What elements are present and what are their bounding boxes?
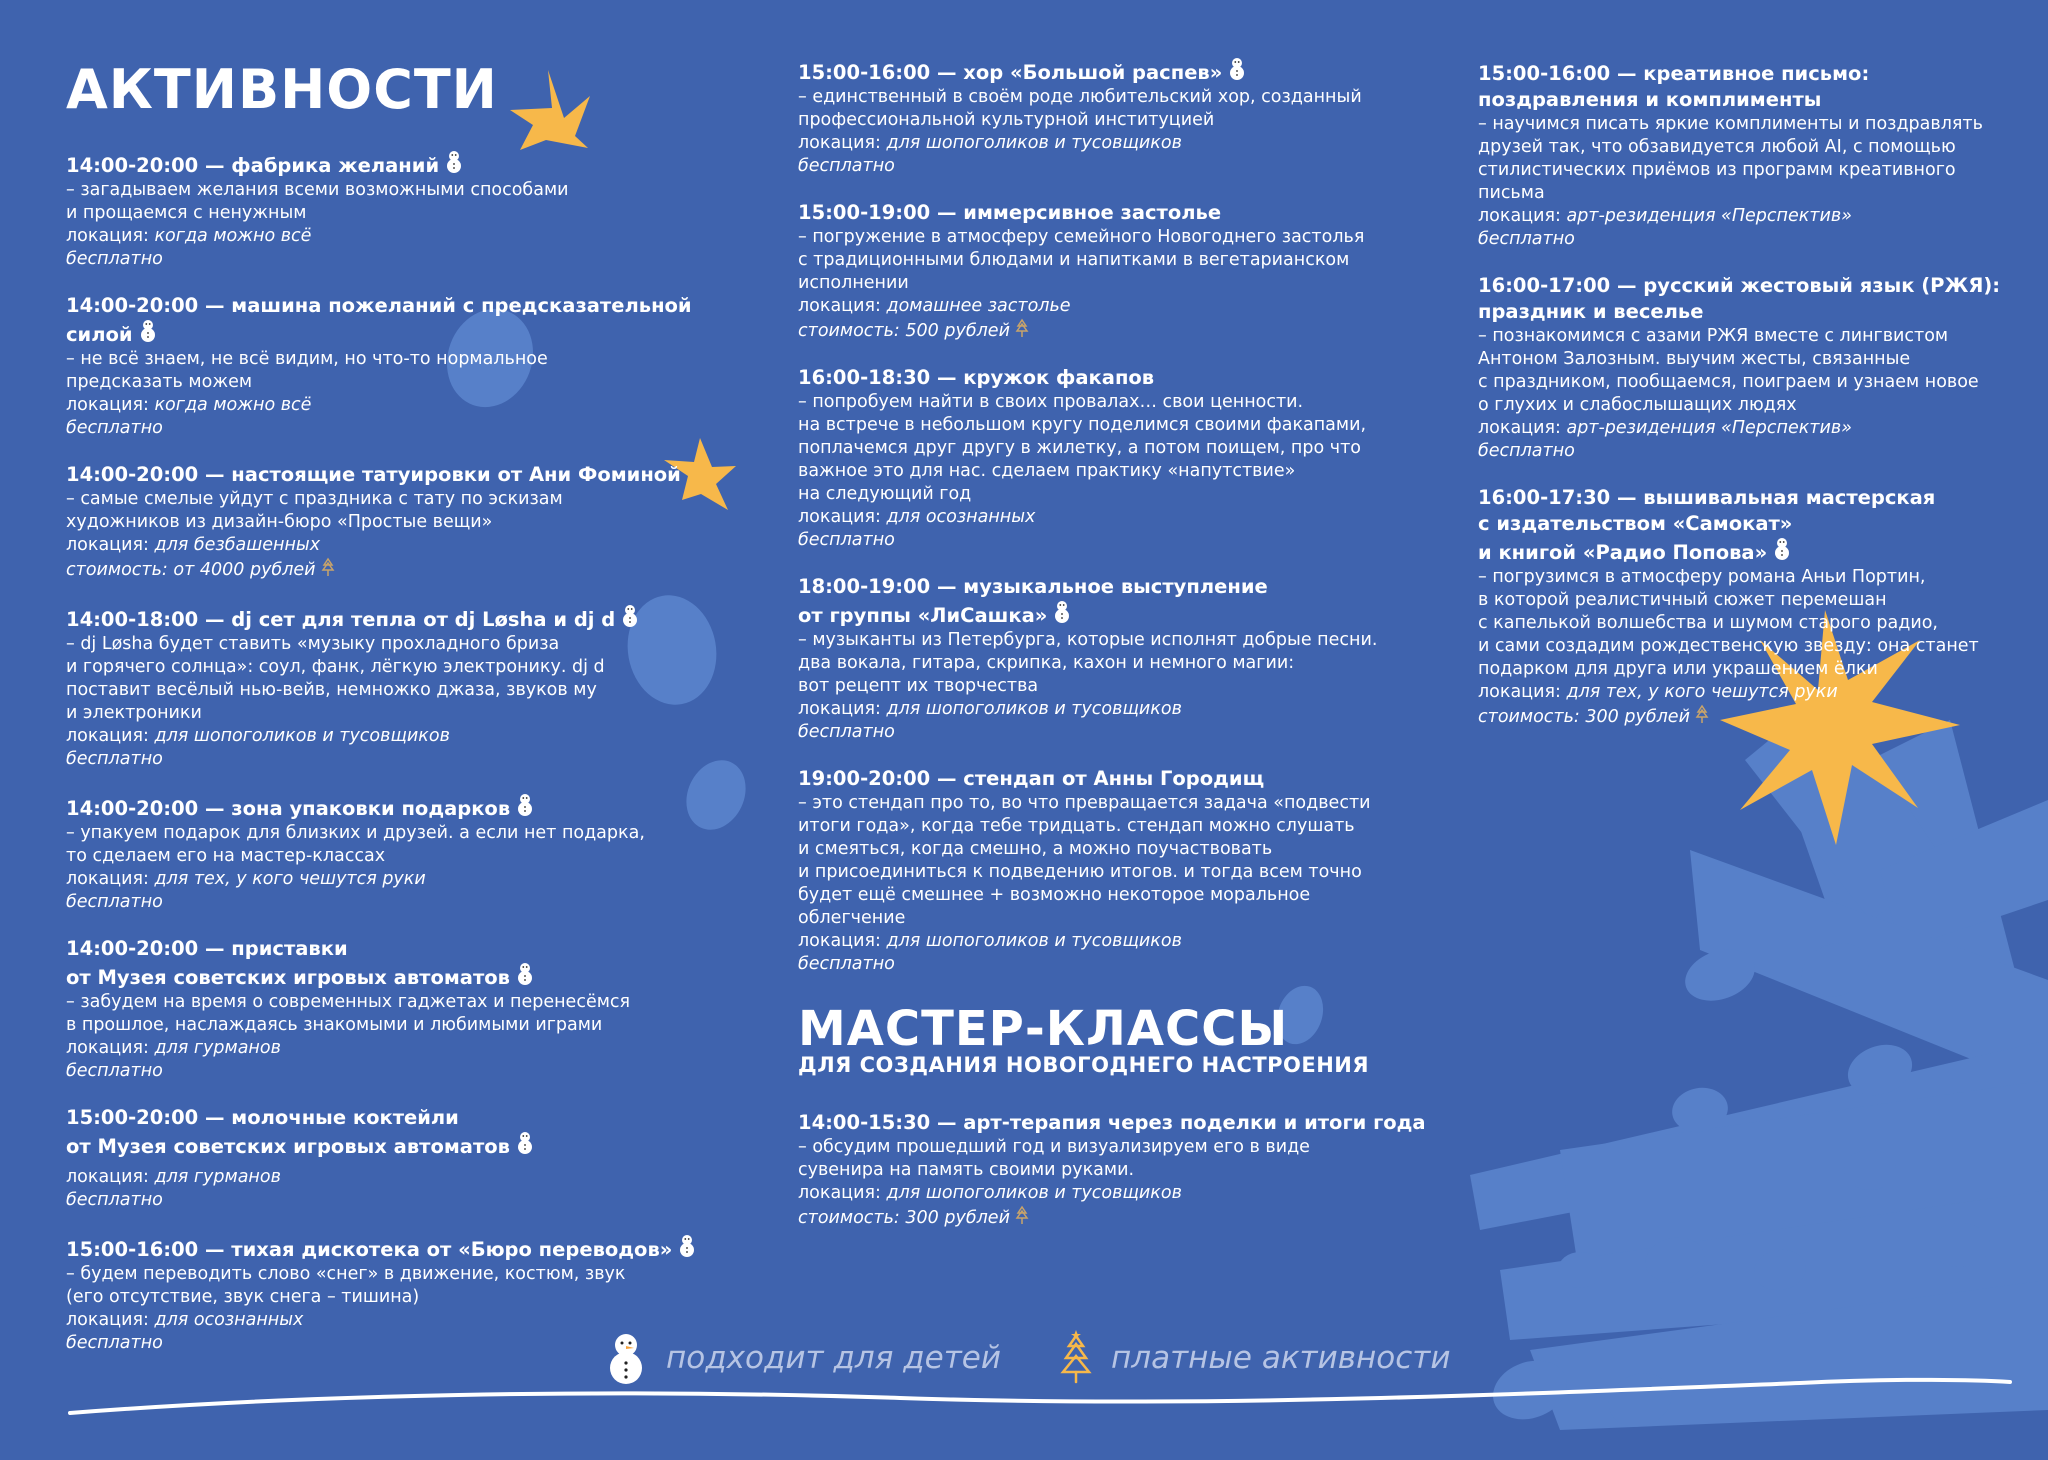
event-title <box>66 462 756 488</box>
location-value: для осознанных <box>154 1310 304 1330</box>
event-location <box>798 1182 1458 1205</box>
event-title-text: от Музея советских игровых автоматов <box>66 1135 510 1158</box>
event-location <box>66 868 756 891</box>
event-location <box>798 506 1458 529</box>
event-description-line: предсказать можем <box>66 372 253 392</box>
event-title-text: 14:00-20:00 — настоящие татуировки от Ани Фоминой <box>66 463 681 486</box>
event-title <box>1478 273 2018 299</box>
event-title <box>66 150 756 179</box>
event-description-line: о глухих и слабослышащих людях <box>1478 395 1797 415</box>
location-value: для шопоголиков и тусовщиков <box>154 726 450 746</box>
snowman-icon <box>1053 600 1071 624</box>
event-description-line: – не всё знаем, не всё видим, но что-то нормальное <box>66 349 548 369</box>
event-description-line: облегчение <box>798 908 906 928</box>
event-description-line: с капелькой волшебства и шумом старого радио, <box>1478 613 1938 633</box>
event-title <box>798 365 1458 391</box>
event-description-line: – dj Løsha будет ставить «музыку прохладного бриза <box>66 634 560 654</box>
event-location <box>1478 417 2018 440</box>
event-description-line: будет ещё смешнее + возможно некоторое моральное <box>798 885 1311 905</box>
christmas-tree-icon <box>321 557 335 577</box>
event-item <box>1478 485 2018 729</box>
event-cost <box>1478 228 2018 251</box>
event-location <box>66 394 756 417</box>
event-location <box>66 1037 756 1060</box>
event-title <box>66 604 756 633</box>
location-value: домашнее застолье <box>886 296 1071 316</box>
event-item <box>798 574 1458 744</box>
event-location <box>798 295 1458 318</box>
location-value: для тех, у кого чешутся руки <box>154 869 426 889</box>
event-description-line: на следующий год <box>798 484 972 504</box>
event-location <box>66 725 756 748</box>
activities-column <box>66 58 756 1377</box>
event-description-line: – попробуем найти в своих провалах… свои ценности. <box>798 392 1304 412</box>
activities-list-2 <box>798 57 1458 976</box>
event-description-line: поставит весёлый нью-вейв, немножко джаза, звуков му <box>66 680 597 700</box>
cost-value: бесплатно <box>1478 441 1575 461</box>
christmas-tree-icon <box>1015 1205 1029 1225</box>
cost-value: бесплатно <box>66 1190 163 1210</box>
event-cost <box>798 721 1458 744</box>
event-title <box>1478 299 2018 325</box>
location-label: локация: <box>66 726 155 746</box>
decor-tree <box>1470 690 2048 1435</box>
activities-heading: АКТИВНОСТИ <box>66 58 498 121</box>
location-value: арт-резиденция «Перспектив» <box>1566 206 1852 226</box>
cost-value: бесплатно <box>66 249 163 269</box>
christmas-tree-icon <box>1015 318 1029 338</box>
event-description-line: и смеяться, когда смешно, а можно поучаствовать <box>798 839 1273 859</box>
event-title <box>798 600 1458 629</box>
event-item <box>798 766 1458 976</box>
event-title-text: 14:00-20:00 — фабрика желаний <box>66 154 440 177</box>
cost-value: бесплатно <box>66 418 163 438</box>
event-description-line: и прощаемся с ненужным <box>66 203 307 223</box>
masterclass-list <box>798 1110 1458 1230</box>
event-title-text: 15:00-16:00 — креативное письмо: <box>1478 62 1870 85</box>
event-title <box>798 200 1458 226</box>
event-description-line: и горячего солнца»: соул, фанк, лёгкую электронику. dj d <box>66 657 605 677</box>
event-description-line: – это стендап про то, во что превращается задача «подвести <box>798 793 1371 813</box>
location-label: локация: <box>1478 206 1567 226</box>
event-title <box>798 57 1458 86</box>
event-title-text: 16:00-17:00 — русский жестовый язык (РЖЯ): <box>1478 274 2001 297</box>
event-item <box>66 793 756 914</box>
event-description-line: и сами создадим рождественскую звезду: она станет <box>1478 636 1979 656</box>
cost-value: бесплатно <box>798 156 895 176</box>
snowman-icon <box>139 319 157 343</box>
event-title <box>66 293 756 348</box>
cost-value: стоимость: 300 рублей <box>798 1208 1010 1228</box>
event-title-text: от группы «ЛиСашка» <box>798 604 1048 627</box>
event-item <box>798 365 1458 552</box>
location-label: локация: <box>798 1183 887 1203</box>
event-description-line: итоги года», когда тебе тридцать. стендап можно слушать <box>798 816 1355 836</box>
event-description-line: и присоединиться к подведению итогов. и тогда всем точно <box>798 862 1362 882</box>
event-item <box>66 293 756 440</box>
event-title-text: 14:00-20:00 — машина пожеланий с предсказательной силой <box>66 294 692 346</box>
event-description-line: – погрузимся в атмосферу романа Аньи Портин, <box>1478 567 1926 587</box>
event-cost <box>798 155 1458 178</box>
event-title <box>798 766 1458 792</box>
event-location <box>1478 205 2018 228</box>
location-value: для шопоголиков и тусовщиков <box>886 931 1182 951</box>
event-title <box>66 1105 756 1131</box>
event-title-text: от Музея советских игровых автоматов <box>66 966 510 989</box>
location-value: арт-резиденция «Перспектив» <box>1566 418 1852 438</box>
event-description-line: – познакомимся с азами РЖЯ вместе с лингвистом <box>1478 326 1949 346</box>
event-item <box>798 1110 1458 1230</box>
event-title <box>1478 485 2018 511</box>
event-cost <box>1478 704 2018 729</box>
location-value: для шопоголиков и тусовщиков <box>886 699 1182 719</box>
event-title-text: с издательством «Самокат» <box>1478 512 1793 535</box>
masterclass-list-2 <box>1478 61 2018 729</box>
event-title <box>1478 511 2018 537</box>
event-description-line: – научимся писать яркие комплименты и поздравлять <box>1478 114 1983 134</box>
event-cost <box>798 318 1458 343</box>
location-label: локация: <box>1478 418 1567 438</box>
event-cost <box>798 1205 1458 1230</box>
event-location <box>66 1166 756 1189</box>
middle-column <box>798 57 1458 1252</box>
event-description-line: исполнении <box>798 273 909 293</box>
snowman-icon <box>516 962 534 986</box>
event-cost <box>798 953 1458 976</box>
location-value: для осознанных <box>886 507 1036 527</box>
event-title <box>66 1131 756 1160</box>
cost-value: стоимость: 500 рублей <box>798 321 1010 341</box>
legend-paid-label: платные активности <box>1111 1340 1451 1376</box>
event-location <box>1478 681 2018 704</box>
event-description-line: поплачемся друг другу в жилетку, а потом поищем, про что <box>798 438 1361 458</box>
event-description-line: (его отсутствие, звук снега – тишина) <box>66 1287 420 1307</box>
event-title-text: 18:00-19:00 — музыкальное выступление <box>798 575 1268 598</box>
event-item <box>66 936 756 1083</box>
event-title-text: 14:00-15:30 — арт-терапия через поделки и итоги года <box>798 1111 1426 1134</box>
cost-value: бесплатно <box>798 530 895 550</box>
event-item <box>66 462 756 582</box>
event-item <box>66 150 756 271</box>
event-description-line: – самые смелые уйдут с праздника с тату по эскизам <box>66 489 563 509</box>
cost-value: бесплатно <box>1478 229 1575 249</box>
event-description-line: художников из дизайн-бюро «Простые вещи» <box>66 512 493 532</box>
event-description-line: письма <box>1478 183 1545 203</box>
location-label: локация: <box>798 296 887 316</box>
event-location <box>798 698 1458 721</box>
event-description-line: – погружение в атмосферу семейного Новогоднего застолья <box>798 227 1365 247</box>
event-description-line: два вокала, гитара, скрипка, кахон и немного магии: <box>798 653 1295 673</box>
event-location <box>66 534 756 557</box>
event-title-text: 19:00-20:00 — стендап от Анны Городищ <box>798 767 1265 790</box>
event-title-text: 15:00-20:00 — молочные коктейли <box>66 1106 459 1129</box>
event-location <box>66 1309 756 1332</box>
event-title-text: 14:00-20:00 — приставки <box>66 937 348 960</box>
location-label: локация: <box>798 507 887 527</box>
location-label: локация: <box>66 395 155 415</box>
cost-value: стоимость: от 4000 рублей <box>66 560 316 580</box>
location-value: когда можно всё <box>154 395 312 415</box>
event-cost <box>66 248 756 271</box>
snowman-icon <box>621 604 639 628</box>
event-location <box>798 930 1458 953</box>
event-description-line: вот рецепт их творчества <box>798 676 1039 696</box>
event-description-line: сувенира на память своими руками. <box>798 1160 1135 1180</box>
snowman-icon <box>516 1131 534 1155</box>
event-description-line: – единственный в своём роде любительский хор, созданный <box>798 87 1362 107</box>
event-title <box>798 1110 1458 1136</box>
event-cost <box>66 417 756 440</box>
event-description-line: на встрече в небольшом кругу поделимся своими факапами, <box>798 415 1367 435</box>
cost-value: бесплатно <box>798 722 895 742</box>
event-cost <box>66 748 756 771</box>
location-value: когда можно всё <box>154 226 312 246</box>
event-title-text: 14:00-20:00 — зона упаковки подарков <box>66 797 511 820</box>
event-item <box>66 604 756 771</box>
event-title-text: 16:00-18:30 — кружок факапов <box>798 366 1155 389</box>
event-title <box>1478 87 2018 113</box>
event-description-line: – загадываем желания всеми возможными способами <box>66 180 569 200</box>
activities-list <box>66 150 756 1355</box>
snowman-icon <box>516 793 534 817</box>
masterclass-subheading: ДЛЯ СОЗДАНИЯ НОВОГОДНЕГО НАСТРОЕНИЯ <box>798 1053 1370 1077</box>
event-title <box>798 574 1458 600</box>
cost-value: бесплатно <box>66 1061 163 1081</box>
event-description-line: профессиональной культурной институцией <box>798 110 1215 130</box>
event-cost <box>1478 440 2018 463</box>
location-label: локация: <box>798 133 887 153</box>
cost-value: бесплатно <box>798 954 895 974</box>
cost-value: стоимость: 300 рублей <box>1478 707 1690 727</box>
event-cost <box>66 891 756 914</box>
location-label: локация: <box>1478 682 1567 702</box>
location-label: локация: <box>66 1310 155 1330</box>
event-title-text: и книгой «Радио Попова» <box>1478 541 1768 564</box>
location-value: для гурманов <box>154 1038 281 1058</box>
snowman-icon <box>1228 57 1246 81</box>
event-title-text: 15:00-19:00 — иммерсивное застолье <box>798 201 1222 224</box>
location-label: локация: <box>66 535 155 555</box>
masterclass-heading-block <box>798 1001 1458 1077</box>
legend-paid <box>1059 1330 1451 1386</box>
location-label: локация: <box>66 1167 155 1187</box>
location-value: для безбашенных <box>154 535 321 555</box>
christmas-tree-icon <box>1059 1330 1093 1386</box>
event-title <box>66 793 756 822</box>
event-description-line: подарком для друга или украшением ёлки <box>1478 659 1878 679</box>
event-description-line: – обсудим прошедший год и визуализируем его в виде <box>798 1137 1310 1157</box>
event-item <box>1478 273 2018 463</box>
location-value: для тех, у кого чешутся руки <box>1566 682 1838 702</box>
event-description-line: важное это для нас. сделаем практику «напутствие» <box>798 461 1296 481</box>
event-title <box>66 962 756 991</box>
snowman-icon <box>445 150 463 174</box>
event-item <box>66 1105 756 1212</box>
event-item <box>798 200 1458 343</box>
event-description-line: и электроники <box>66 703 202 723</box>
event-description-line: с традиционными блюдами и напитками в вегетарианском <box>798 250 1350 270</box>
event-description-line: то сделаем его на мастер-классах <box>66 846 386 866</box>
event-title <box>1478 537 2018 566</box>
event-description-line: Антоном Залозным. выучим жесты, связанные <box>1478 349 1911 369</box>
event-cost <box>66 557 756 582</box>
event-title <box>1478 61 2018 87</box>
snowman-icon <box>604 1330 648 1386</box>
event-title-text: 15:00-16:00 — хор «Большой распев» <box>798 61 1223 84</box>
event-description-line: друзей так, что обзавидуется любой AI, с помощью <box>1478 137 1956 157</box>
event-title <box>66 936 756 962</box>
event-cost <box>66 1189 756 1212</box>
snowman-icon <box>678 1234 696 1258</box>
event-location <box>66 225 756 248</box>
legend-kids <box>604 1330 1001 1386</box>
event-description-line: с праздником, пообщаемся, поиграем и узнаем новое <box>1478 372 1979 392</box>
masterclass-heading: МАСТЕР-КЛАССЫ <box>798 1001 1289 1057</box>
event-cost <box>66 1060 756 1083</box>
legend-kids-label: подходит для детей <box>666 1340 1002 1376</box>
cost-value: бесплатно <box>66 1333 163 1353</box>
legend <box>604 1330 1451 1386</box>
event-item <box>1478 61 2018 251</box>
event-description-line: в прошлое, наслаждаясь знакомыми и любимыми играми <box>66 1015 603 1035</box>
event-description-line: – упакуем подарок для близких и друзей. а если нет подарка, <box>66 823 645 843</box>
right-column <box>1478 61 2018 751</box>
location-value: для шопоголиков и тусовщиков <box>886 133 1182 153</box>
cost-value: бесплатно <box>66 749 163 769</box>
location-value: для гурманов <box>154 1167 281 1187</box>
event-location <box>798 132 1458 155</box>
event-title-text: праздник и веселье <box>1478 300 1704 323</box>
location-label: локация: <box>66 226 155 246</box>
event-title-text: 16:00-17:30 — вышивальная мастерская <box>1478 486 1936 509</box>
event-description-line: – музыканты из Петербурга, которые исполнят добрые песни. <box>798 630 1378 650</box>
location-label: локация: <box>798 931 887 951</box>
event-description-line: – будем переводить слово «снег» в движение, костюм, звук <box>66 1264 626 1284</box>
event-title-text: 14:00-18:00 — dj сет для тепла от dj Løsha и dj d <box>66 608 616 631</box>
location-label: локация: <box>66 1038 155 1058</box>
event-title <box>66 1234 756 1263</box>
snowman-icon <box>1773 537 1791 561</box>
location-label: локация: <box>798 699 887 719</box>
event-item <box>798 57 1458 178</box>
christmas-tree-icon <box>1695 704 1709 724</box>
event-description-line: – забудем на время о современных гаджетах и перенесёмся <box>66 992 631 1012</box>
event-description-line: в которой реалистичный сюжет перемешан <box>1478 590 1887 610</box>
event-title-text: 15:00-16:00 — тихая дискотека от «Бюро переводов» <box>66 1238 673 1261</box>
event-title-text: поздравления и комплименты <box>1478 88 1822 111</box>
event-description-line: стилистических приёмов из программ креативного <box>1478 160 1956 180</box>
event-cost <box>798 529 1458 552</box>
location-value: для шопоголиков и тусовщиков <box>886 1183 1182 1203</box>
cost-value: бесплатно <box>66 892 163 912</box>
location-label: локация: <box>66 869 155 889</box>
